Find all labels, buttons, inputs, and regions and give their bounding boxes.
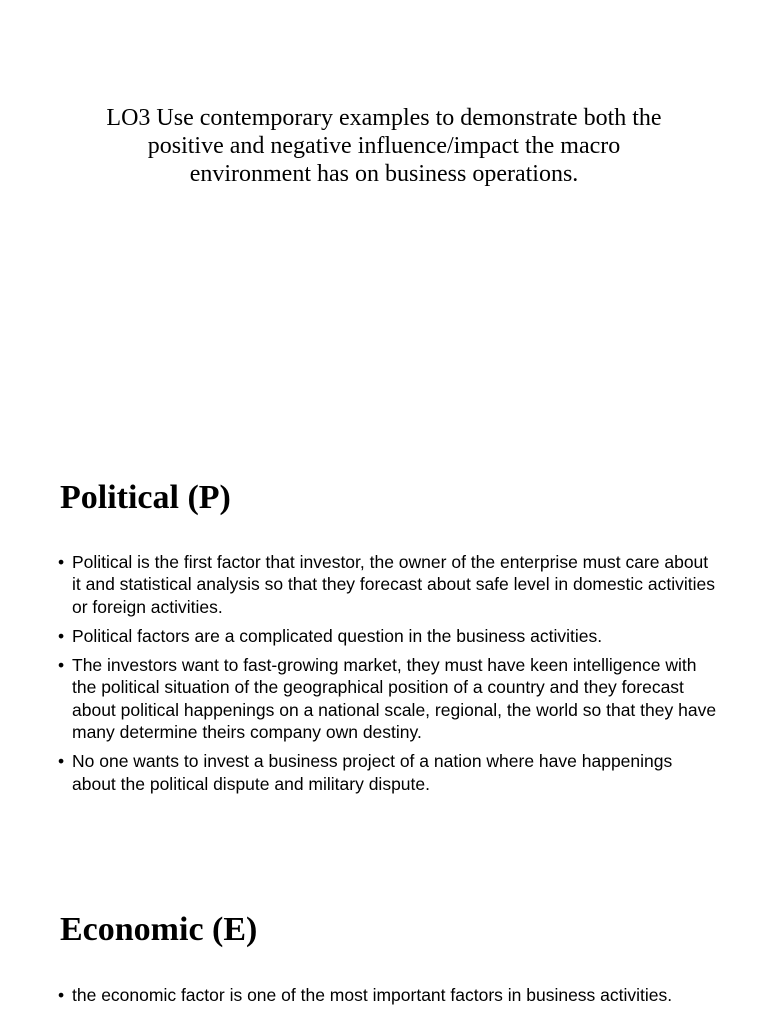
bullet-item bbox=[58, 984, 718, 1006]
bullet-item bbox=[58, 750, 718, 795]
slide-title bbox=[0, 0, 768, 432]
bullet-item bbox=[58, 625, 718, 647]
bullet-text: the economic factor is one of the most important factors in business activities. bbox=[72, 985, 673, 1005]
bullet-text: No one wants to invest a business project of a nation where have happenings about the political dispute and military dispute. bbox=[72, 751, 673, 794]
bullet-text: Political factors are a complicated question in the business activities. bbox=[72, 625, 603, 646]
bullet-item bbox=[58, 654, 718, 743]
bullet-text: Political is the first factor that investor, the owner of the enterprise must care about it and statistical analysis so that they forecast about safe level in domestic activities or foreign activities. bbox=[72, 552, 715, 617]
economic-bullet-list bbox=[58, 984, 718, 1013]
slide-economic bbox=[0, 864, 768, 1024]
political-bullet-list bbox=[58, 551, 718, 802]
bullet-glyph: • bbox=[58, 552, 65, 572]
political-heading: Political (P) bbox=[60, 479, 231, 516]
bullet-item bbox=[58, 551, 718, 618]
slide-title-text: LO3 Use contemporary examples to demonstrate both the positive and negative influence/impact the macro environment has on business operations. bbox=[106, 105, 662, 187]
bullet-glyph: • bbox=[58, 655, 65, 676]
bullet-glyph: • bbox=[58, 751, 65, 772]
bullet-glyph: • bbox=[58, 985, 65, 1005]
bullet-glyph: • bbox=[58, 625, 65, 646]
slide-political bbox=[0, 432, 768, 864]
economic-heading: Economic (E) bbox=[60, 911, 258, 948]
bullet-text: The investors want to fast-growing market, they must have keen intelligence with the political situation of the geographical position of a country and they forecast about political happenings on a national scale, regional, the world so that they have many determine theirs company own destiny. bbox=[72, 655, 717, 743]
